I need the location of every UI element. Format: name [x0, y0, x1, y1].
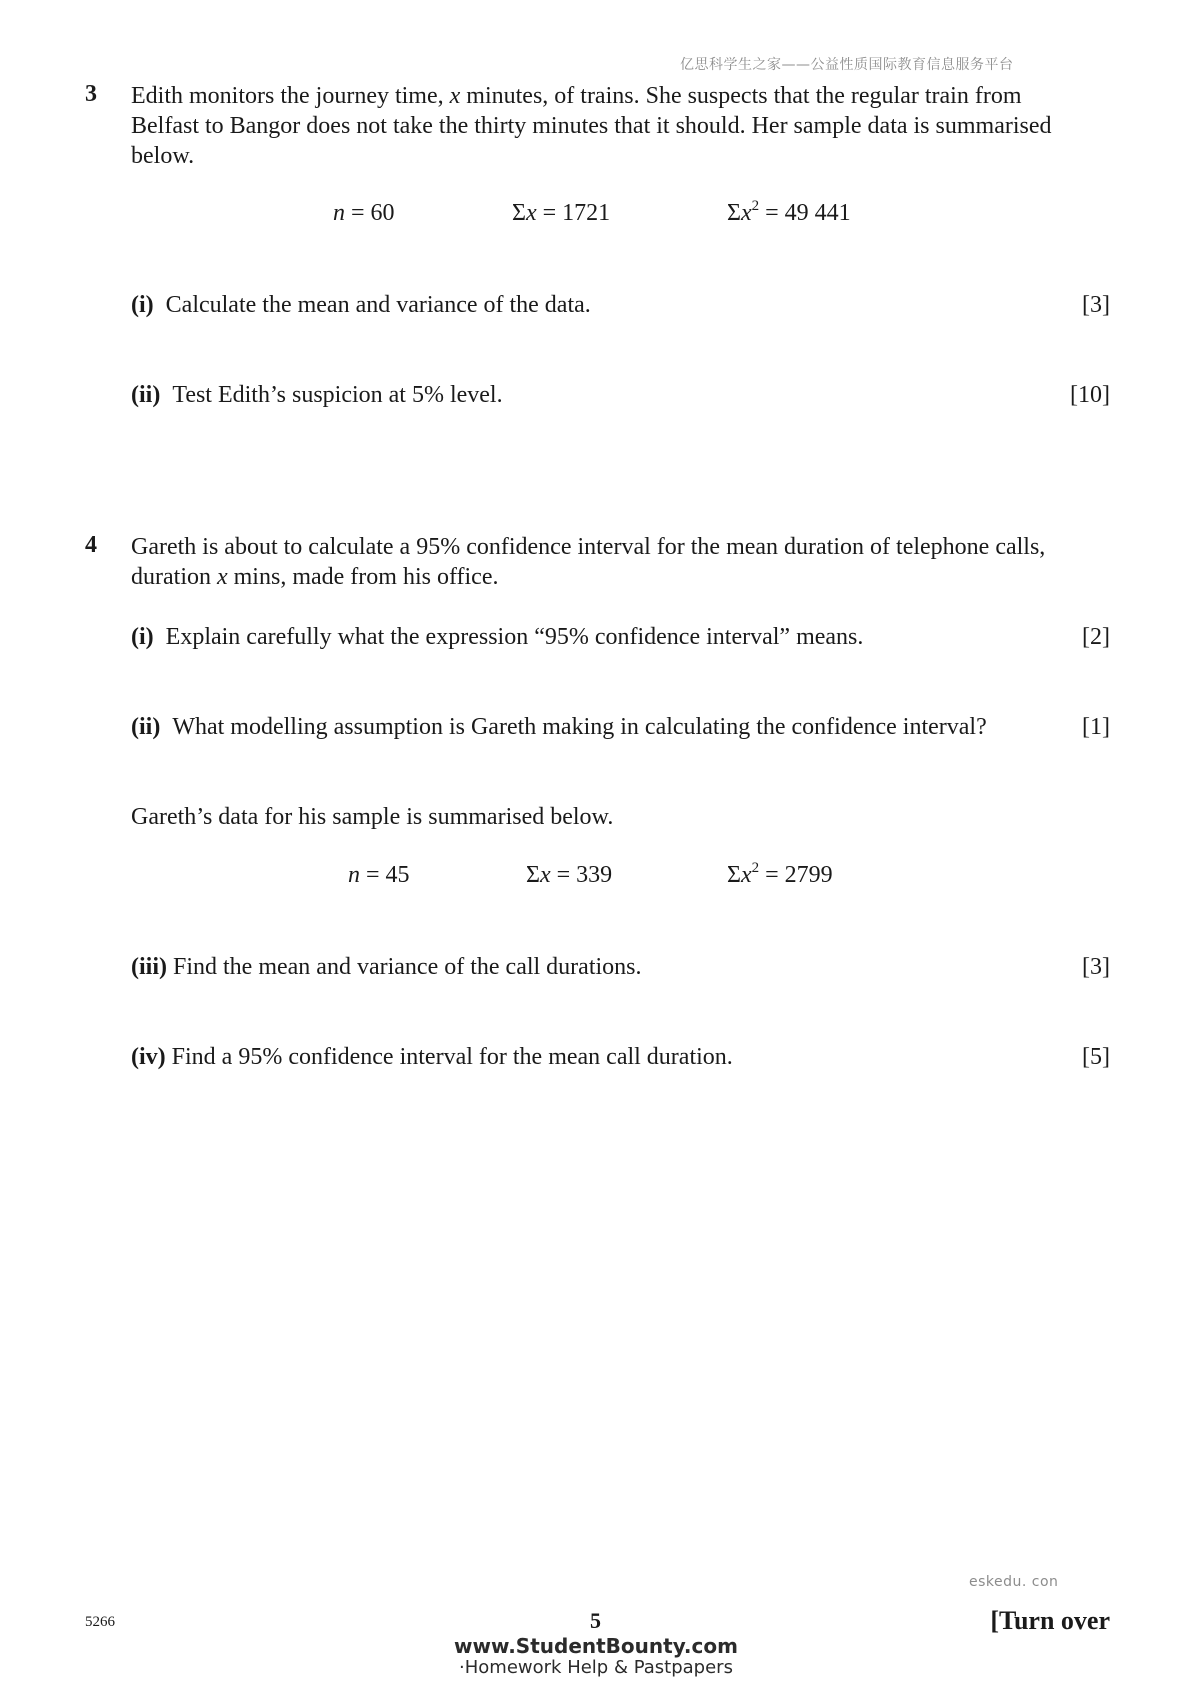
q4-part-i-marks: [2]	[1082, 624, 1110, 650]
studentbounty-logo	[446, 1636, 746, 1678]
part-text: Calculate the mean and variance of the data.	[165, 292, 591, 318]
q3-sum-x-value: 1721	[562, 200, 611, 226]
question-4-number: 4	[85, 532, 97, 558]
question-4-text: Gareth is about to calculate a 95% confidence interval for the mean duration of telephone calls, duration x mins, made from his office.	[131, 534, 1046, 590]
q4-n-value: 45	[385, 862, 410, 888]
q4-part-iv	[131, 1044, 733, 1071]
q4-sample-intro: Gareth’s data for his sample is summarised below.	[131, 804, 614, 830]
q4-part-ii-marks: [1]	[1082, 714, 1110, 740]
part-text: What modelling assumption is Gareth making in calculating the confidence interval?	[172, 714, 987, 740]
q3-stat-n: n = 60	[333, 200, 395, 226]
part-text: Find the mean and variance of the call durations.	[173, 954, 642, 980]
q3-part-i-marks: [3]	[1082, 292, 1110, 318]
q3-part-ii	[131, 382, 503, 409]
paper-code: 5266	[85, 1614, 115, 1630]
q4-part-iii-marks: [3]	[1082, 954, 1110, 980]
part-text: Explain carefully what the expression “95% confidence interval” means.	[165, 624, 864, 650]
q4-stat-sum-x: Σx = 339	[526, 862, 613, 888]
q4-part-i	[131, 624, 863, 651]
q4-sum-x2-value: 2799	[784, 862, 833, 888]
part-number: (iv)	[131, 1044, 166, 1070]
header-watermark: 亿思科学生之家——公益性质国际教育信息服务平台	[680, 57, 1014, 73]
q3-stat-sum-x2: $\Sigma x^2 = 49$ 441	[727, 198, 851, 226]
site-watermark: eskedu. con	[969, 1574, 1059, 1590]
part-number: (i)	[131, 624, 154, 650]
q3-part-ii-marks: [10]	[1070, 382, 1110, 408]
logo-line-1: www.StudentBounty.com	[454, 1634, 738, 1658]
q4-part-ii	[131, 714, 987, 741]
question-3-text: Edith monitors the journey time, x minutes, of trains. She suspects that the regular train from Belfast to Bangor does not take the thirty minutes that it should. Her sample data is summarised below.	[131, 83, 1052, 169]
q3-part-i	[131, 292, 591, 319]
part-number: (iii)	[131, 954, 167, 980]
logo-line-2: ·Homework Help & Pastpapers	[459, 1657, 733, 1678]
q4-part-iii	[131, 954, 642, 981]
q4-stat-sum-x2: $\Sigma x^2 = 2799$	[727, 860, 833, 888]
page-number: 5	[590, 1608, 601, 1633]
q3-sum-x2-value: 49 441	[784, 200, 851, 226]
part-number: (ii)	[131, 382, 161, 408]
q4-part-iv-marks: [5]	[1082, 1044, 1110, 1070]
part-text: Find a 95% confidence interval for the mean call duration.	[171, 1044, 733, 1070]
q4-sum-x-value: 339	[576, 862, 613, 888]
part-text: Test Edith’s suspicion at 5% level.	[172, 382, 503, 408]
q3-n-value: 60	[370, 200, 395, 226]
question-3-number: 3	[85, 81, 97, 107]
q3-stat-sum-x: Σx = 1721	[512, 200, 611, 226]
part-number: (i)	[131, 292, 154, 318]
q4-stat-n: n = 45	[348, 862, 410, 888]
part-number: (ii)	[131, 714, 161, 740]
turn-over-label: [Turn over	[990, 1606, 1110, 1635]
